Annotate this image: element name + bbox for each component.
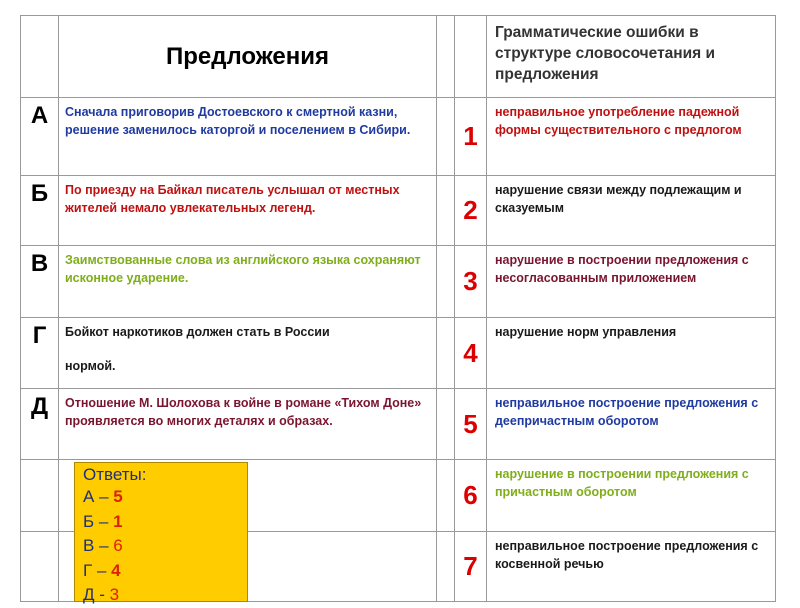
answer-item: Г – 4 <box>83 560 121 580</box>
error-number: 4 <box>455 318 487 389</box>
error-number: 5 <box>455 389 487 460</box>
row-letter: Г <box>21 318 59 389</box>
error-text: нарушение норм управления <box>487 318 776 389</box>
error-number: 1 <box>455 98 487 176</box>
sentences-header: Предложения <box>59 16 437 98</box>
error-number: 7 <box>455 532 487 602</box>
error-number: 6 <box>455 460 487 532</box>
answer-letter: В <box>83 536 95 555</box>
answer-item: Б – 1 <box>83 511 123 531</box>
answers-title: Ответы: <box>83 465 147 484</box>
answer-letter: Г <box>83 560 93 580</box>
answer-item: В – 6 <box>83 536 123 555</box>
error-text: нарушение связи между подлежащим и сказуемым <box>487 176 776 246</box>
error-text: неправильное построение предложения с косвенной речью <box>487 532 776 602</box>
row-letter: Д <box>21 389 59 460</box>
sentence-text: Заимствованные слова из английского языка сохраняют исконное ударение. <box>59 246 437 318</box>
row-letter: Б <box>21 176 59 246</box>
table-row <box>21 176 776 246</box>
header-gap-cell <box>437 16 455 98</box>
answer-item: Д - 3 <box>83 585 120 604</box>
answer-value: 6 <box>113 536 123 555</box>
table-row <box>21 318 776 389</box>
gap-cell <box>437 532 455 602</box>
sentence-text-line1: Бойкот наркотиков должен стать в России <box>65 325 330 339</box>
header-corner-cell <box>21 16 59 98</box>
table-row <box>21 246 776 318</box>
answer-letter: Б <box>83 511 95 531</box>
error-text: нарушение в построении предложения с несогласованным приложением <box>487 246 776 318</box>
answer-letter: Д <box>83 585 95 604</box>
answer-value: 5 <box>113 487 123 506</box>
sentence-text: По приезду на Байкал писатель услышал от местных жителей немало увлекательных легенд. <box>59 176 437 246</box>
gap-cell <box>437 318 455 389</box>
sentence-text-line2: нормой. <box>65 359 116 373</box>
answers-box <box>74 462 248 602</box>
header-row <box>21 16 776 98</box>
answer-letter: А <box>83 487 95 506</box>
answer-value: 4 <box>111 560 121 580</box>
sentence-text: Отношение М. Шолохова к войне в романе «Тихом Доне» проявляется во многих деталях и образах. <box>59 389 437 460</box>
table-row <box>21 98 776 176</box>
gap-cell <box>437 389 455 460</box>
error-number: 2 <box>455 176 487 246</box>
errors-header: Грамматические ошибки в структуре словосочетания и предложения <box>487 16 776 98</box>
row-letter: А <box>21 98 59 176</box>
gap-cell <box>437 246 455 318</box>
error-text: нарушение в построении предложения с причастным оборотом <box>487 460 776 532</box>
answer-value: 3 <box>109 585 120 604</box>
header-num-cell <box>455 16 487 98</box>
error-text: неправильное употребление падежной формы существительного с предлогом <box>487 98 776 176</box>
table-row <box>21 389 776 460</box>
row-letter <box>21 460 59 532</box>
gap-cell <box>437 176 455 246</box>
sentence-cell <box>59 318 437 389</box>
gap-cell <box>437 460 455 532</box>
answer-value: 1 <box>113 511 123 531</box>
answer-item: А – 5 <box>83 487 123 506</box>
row-letter: В <box>21 246 59 318</box>
error-text: неправильное построение предложения с деепричастным оборотом <box>487 389 776 460</box>
gap-cell <box>437 98 455 176</box>
error-number: 3 <box>455 246 487 318</box>
sentence-text: Сначала приговорив Достоевского к смертной казни, решение заменилось каторгой и поселением в Сибири. <box>59 98 437 176</box>
row-letter <box>21 532 59 602</box>
